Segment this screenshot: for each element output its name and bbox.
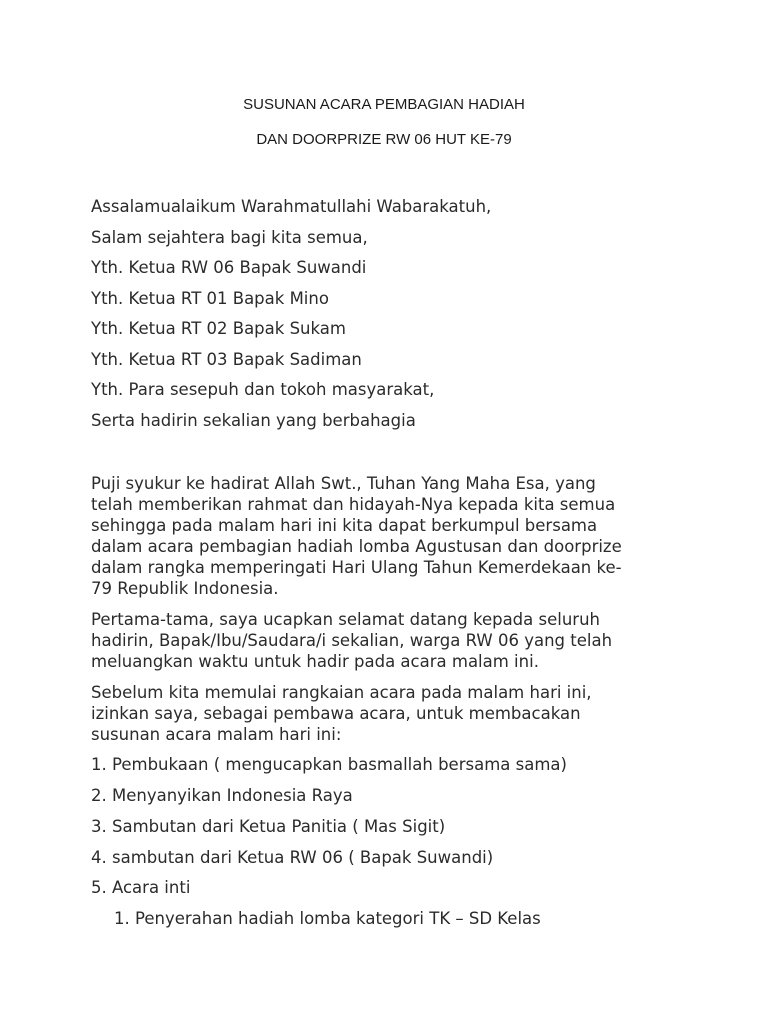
agenda-item: 2. Menyanyikan Indonesia Raya bbox=[91, 786, 353, 805]
paragraph-line: sehingga pada malam hari ini kita dapat berkumpul bersama bbox=[91, 516, 598, 535]
greeting-line: Salam sejahtera bagi kita semua, bbox=[91, 228, 368, 247]
paragraph-line: Sebelum kita memulai rangkaian acara pada malam hari ini, bbox=[91, 683, 592, 702]
paragraph-line: dalam acara pembagian hadiah lomba Agustusan dan doorprize bbox=[91, 537, 622, 556]
paragraph-welcome bbox=[91, 609, 681, 672]
paragraph-line: susunan acara malam hari ini: bbox=[91, 725, 342, 744]
greeting-line: Assalamualaikum Warahmatullahi Wabarakatuh, bbox=[91, 197, 492, 216]
paragraph-intro-agenda bbox=[91, 682, 681, 745]
paragraph-line: telah memberikan rahmat dan hidayah-Nya kepada kita semua bbox=[91, 495, 616, 514]
paragraph-line: hadirin, Bapak/Ibu/Saudara/i sekalian, warga RW 06 yang telah bbox=[91, 631, 613, 650]
paragraph-line: meluangkan waktu untuk hadir pada acara malam ini. bbox=[91, 652, 539, 671]
sub-agenda-item: 1. Penyerahan hadiah lomba kategori TK – SD Kelas bbox=[114, 909, 541, 928]
paragraph-line: Pertama-tama, saya ucapkan selamat datang kepada seluruh bbox=[91, 610, 600, 629]
greeting-line: Yth. Ketua RT 03 Bapak Sadiman bbox=[91, 350, 362, 369]
greeting-line: Yth. Ketua RT 01 Bapak Mino bbox=[91, 289, 329, 308]
agenda-item: 1. Pembukaan ( mengucapkan basmallah bersama sama) bbox=[91, 755, 567, 774]
agenda-item: 5. Acara inti bbox=[91, 878, 191, 897]
paragraph-line: izinkan saya, sebagai pembawa acara, untuk membacakan bbox=[91, 704, 581, 723]
greeting-line: Yth. Para sesepuh dan tokoh masyarakat, bbox=[91, 380, 435, 399]
agenda-item: 3. Sambutan dari Ketua Panitia ( Mas Sigit) bbox=[91, 817, 446, 836]
paragraph-line: dalam rangka memperingati Hari Ulang Tahun Kemerdekaan ke- bbox=[91, 558, 622, 577]
paragraph-opening bbox=[91, 473, 681, 599]
greeting-line: Yth. Ketua RT 02 Bapak Sukam bbox=[91, 319, 346, 338]
paragraph-line: Puji syukur ke hadirat Allah Swt., Tuhan Yang Maha Esa, yang bbox=[91, 474, 596, 493]
agenda-item: 4. sambutan dari Ketua RW 06 ( Bapak Suwandi) bbox=[91, 848, 494, 867]
greeting-line: Serta hadirin sekalian yang berbahagia bbox=[91, 411, 416, 430]
greeting-line: Yth. Ketua RW 06 Bapak Suwandi bbox=[91, 258, 367, 277]
document-title-line-1: SUSUNAN ACARA PEMBAGIAN HADIAH bbox=[243, 96, 525, 113]
paragraph-line: 79 Republik Indonesia. bbox=[91, 579, 279, 598]
document-title-line-2: DAN DOORPRIZE RW 06 HUT KE-79 bbox=[256, 131, 512, 148]
